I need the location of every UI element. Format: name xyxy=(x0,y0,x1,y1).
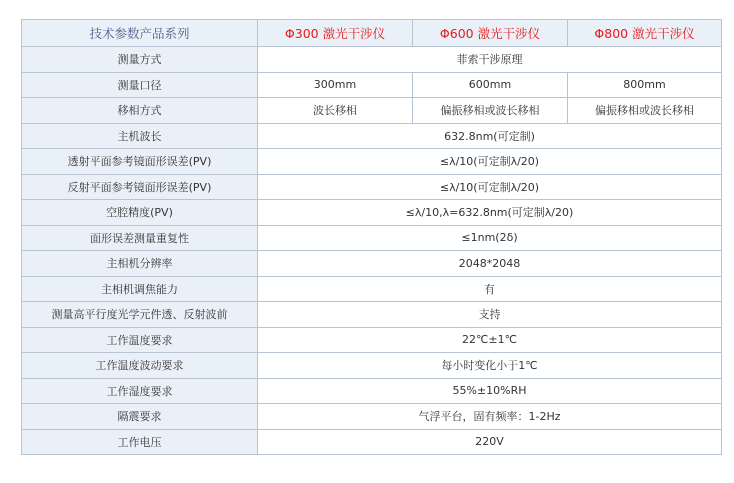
param-value-phi300: 300mm xyxy=(258,72,413,98)
param-label: 主机波长 xyxy=(22,123,258,149)
param-value: 220V xyxy=(258,429,722,455)
param-label: 工作电压 xyxy=(22,429,258,455)
table-row xyxy=(22,174,722,200)
param-value: 支持 xyxy=(258,302,722,328)
param-label: 隔震要求 xyxy=(22,404,258,430)
param-value: ≤1nm(2δ) xyxy=(258,225,722,251)
param-label: 反射平面参考镜面形误差(PV) xyxy=(22,174,258,200)
table-row xyxy=(22,327,722,353)
table-row xyxy=(22,47,722,73)
param-value: 每小时变化小于1℃ xyxy=(258,353,722,379)
param-label: 空腔精度(PV) xyxy=(22,200,258,226)
param-value: 55%±10%RH xyxy=(258,378,722,404)
param-value: 气浮平台，固有频率：1-2Hz xyxy=(258,404,722,430)
header-row xyxy=(22,20,722,47)
table-row xyxy=(22,98,722,124)
param-label: 透射平面参考镜面形误差(PV) xyxy=(22,149,258,175)
param-label: 测量高平行度光学元件透、反射波前 xyxy=(22,302,258,328)
param-value: 有 xyxy=(258,276,722,302)
param-value-phi600: 偏振移相或波长移相 xyxy=(413,98,568,124)
spec-table xyxy=(21,19,722,455)
param-label: 工作温度波动要求 xyxy=(22,353,258,379)
param-value: ≤λ/10(可定制λ/20) xyxy=(258,149,722,175)
table-row xyxy=(22,72,722,98)
param-value: 632.8nm(可定制) xyxy=(258,123,722,149)
table-row xyxy=(22,404,722,430)
table-row xyxy=(22,200,722,226)
header-model-phi600: Φ600 激光干涉仪 xyxy=(413,20,568,47)
table-row xyxy=(22,302,722,328)
param-value-phi800: 偏振移相或波长移相 xyxy=(568,98,722,124)
param-label: 主相机调焦能力 xyxy=(22,276,258,302)
param-value: ≤λ/10,λ=632.8nm(可定制λ/20) xyxy=(258,200,722,226)
table-row xyxy=(22,149,722,175)
param-label: 主相机分辨率 xyxy=(22,251,258,277)
table-row xyxy=(22,225,722,251)
param-value-phi300: 波长移相 xyxy=(258,98,413,124)
table-row xyxy=(22,276,722,302)
param-label: 测量口径 xyxy=(22,72,258,98)
table-row xyxy=(22,123,722,149)
table-row xyxy=(22,378,722,404)
param-value-phi800: 800mm xyxy=(568,72,722,98)
param-value: 2048*2048 xyxy=(258,251,722,277)
table-row xyxy=(22,353,722,379)
param-label: 测量方式 xyxy=(22,47,258,73)
header-model-phi800: Φ800 激光干涉仪 xyxy=(568,20,722,47)
param-value-phi600: 600mm xyxy=(413,72,568,98)
header-model-phi300: Φ300 激光干涉仪 xyxy=(258,20,413,47)
header-label: 技术参数产品系列 xyxy=(22,20,258,47)
param-label: 面形误差测量重复性 xyxy=(22,225,258,251)
table-row xyxy=(22,429,722,455)
table-row xyxy=(22,251,722,277)
param-value: 菲索干涉原理 xyxy=(258,47,722,73)
param-label: 工作温度要求 xyxy=(22,327,258,353)
param-value: 22℃±1℃ xyxy=(258,327,722,353)
param-label: 移相方式 xyxy=(22,98,258,124)
param-value: ≤λ/10(可定制λ/20) xyxy=(258,174,722,200)
param-label: 工作湿度要求 xyxy=(22,378,258,404)
